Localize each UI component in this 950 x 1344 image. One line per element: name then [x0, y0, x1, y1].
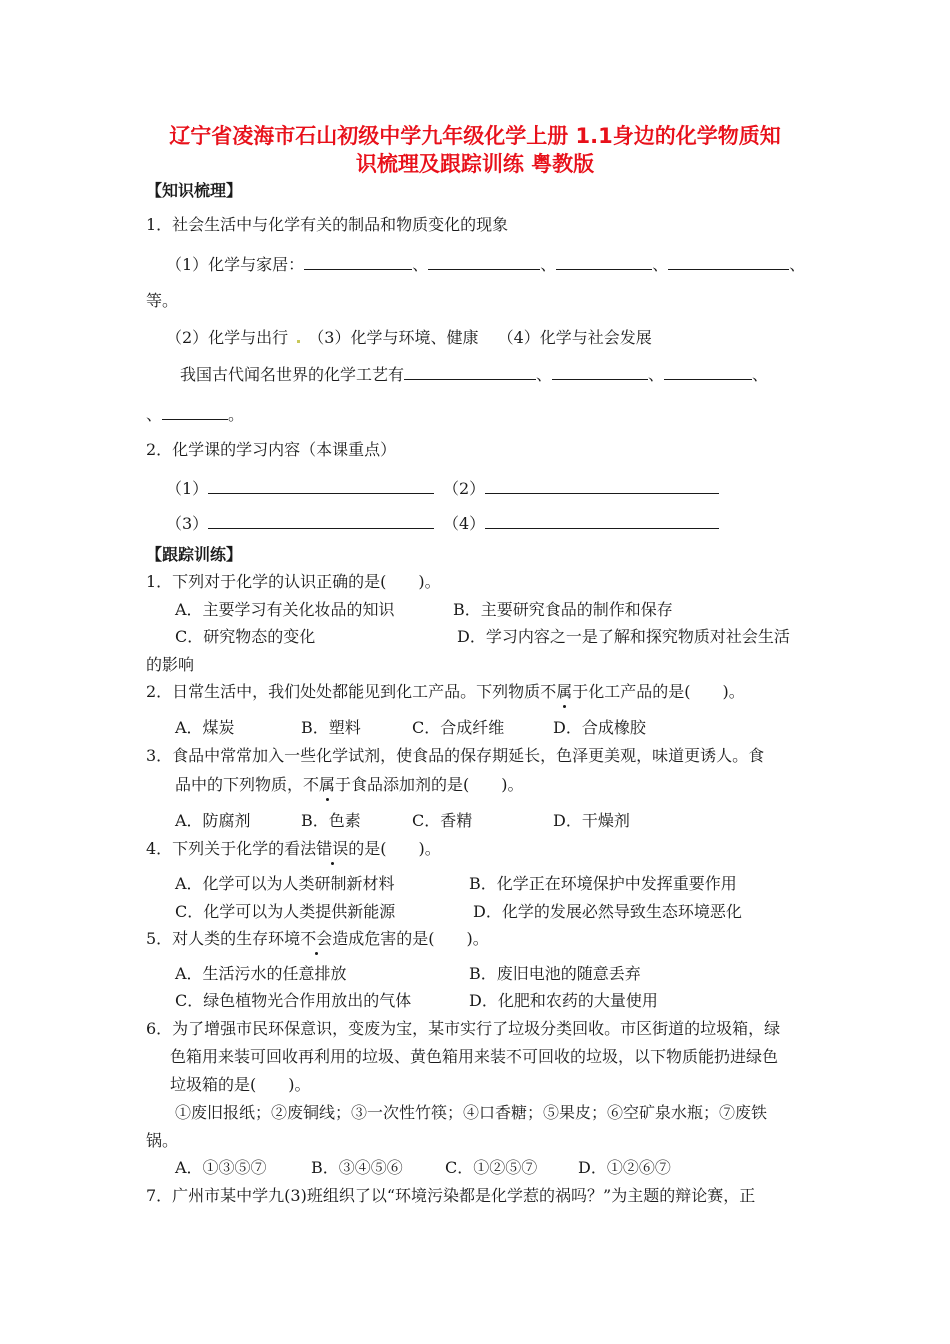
separator: 、 — [536, 365, 553, 384]
q3-stem-end: 食品添加剂的是( )。 — [351, 775, 524, 794]
blank-field[interactable] — [208, 477, 434, 494]
blank-field[interactable] — [208, 512, 434, 529]
knowledge-home-line — [166, 253, 805, 275]
period: 。 — [228, 405, 245, 424]
q4-stem-start: 4．下列关于化学的看法 — [146, 839, 317, 858]
content-item-3 — [166, 512, 434, 534]
q3-stem-start: 品中的下列物质， — [175, 775, 304, 794]
separator: 、 — [652, 255, 669, 274]
training-q6-stem-line-3: 垃圾箱的是( )。 — [170, 1075, 311, 1094]
document-title-line-1: 辽宁省凌海市石山初级中学九年级化学上册 1.1身边的化学物质知 — [169, 124, 781, 148]
q2-stem-end: 化工产品的是( )。 — [588, 682, 745, 701]
training-q4-option-d: D．化学的发展必然导致生态环境恶化 — [473, 902, 742, 921]
home-label: （1）化学与家居： — [166, 255, 305, 274]
training-q4-option-c: C．化学可以为人类提供新能源 — [175, 902, 396, 921]
training-q6-option-b: B．③④⑤⑥ — [311, 1158, 403, 1177]
training-q5-option-d: D．化肥和农药的大量使用 — [469, 991, 658, 1010]
item-2-label: （2） — [443, 479, 486, 498]
blank-field[interactable] — [428, 253, 540, 270]
knowledge-categories-line — [166, 328, 652, 348]
blank-field[interactable] — [485, 512, 719, 529]
separator: 、 — [146, 405, 163, 424]
training-q3-stem: 3．食品中常常加入一些化学试剂，使食品的保存期延长，色泽更美观，味道更诱人。食 — [146, 746, 765, 765]
content-item-1 — [166, 477, 434, 499]
separator: 、 — [648, 365, 665, 384]
training-q5-stem — [146, 929, 489, 949]
environment-label: （3）化学与环境、健康 — [308, 328, 479, 347]
content-item-4 — [443, 512, 719, 534]
training-q6-stem-line-1: 6．为了增强市民环保意识，变废为宝，某市实行了垃圾分类回收。市区街道的垃圾箱，绿 — [146, 1019, 781, 1038]
training-q1-option-d: D．学习内容之一是了解和探究物质对社会生活 — [457, 627, 790, 646]
knowledge-ancient-line — [180, 363, 768, 385]
society-label: （4）化学与社会发展 — [497, 328, 652, 347]
section-heading-knowledge: 【知识梳理】 — [146, 181, 243, 200]
knowledge-ancient-continuation — [146, 403, 244, 425]
q5-stem-start: 5．对人类的生存环境 — [146, 929, 301, 948]
training-q2-option-d: D．合成橡胶 — [553, 718, 646, 737]
blank-field[interactable] — [556, 253, 652, 270]
q2-emphasis: 不属于 — [540, 682, 589, 701]
training-q4-stem — [146, 839, 441, 859]
knowledge-question-1: 1．社会生活中与化学有关的制品和物质变化的现象 — [146, 215, 509, 234]
separator: 、 — [752, 365, 769, 384]
training-q1-option-b: B．主要研究食品的制作和保存 — [453, 600, 673, 619]
training-q6-option-c: C．①②⑤⑦ — [445, 1158, 538, 1177]
training-q6-option-d: D．①②⑥⑦ — [578, 1158, 671, 1177]
training-q3-option-a: A．防腐剂 — [175, 811, 251, 830]
training-q2-option-c: C．合成纤维 — [412, 718, 505, 737]
blank-field[interactable] — [485, 477, 719, 494]
training-q4-option-a: A．化学可以为人类研制新材料 — [175, 874, 395, 893]
training-q6-stem-line-2: 色箱用来装可回收再利用的垃圾、黄色箱用来装不可回收的垃圾，以下物质能扔进绿色 — [170, 1047, 779, 1066]
training-q6-option-a: A．①③⑤⑦ — [175, 1158, 267, 1177]
training-q3-option-d: D．干燥剂 — [553, 811, 630, 830]
training-q3-option-c: C．香精 — [412, 811, 473, 830]
training-q1-option-d-continuation: 的影响 — [146, 655, 195, 674]
training-q6-items-continuation: 锅。 — [146, 1131, 179, 1150]
training-q7-stem: 7．广州市某中学九(3)班组织了以“环境污染都是化学惹的祸吗？”为主题的辩论赛，正 — [146, 1186, 756, 1205]
knowledge-etc: 等。 — [146, 291, 179, 310]
training-q5-option-a: A．生活污水的任意排放 — [175, 964, 347, 983]
travel-label: （2）化学与出行 — [166, 328, 289, 347]
blank-field[interactable] — [664, 363, 752, 380]
q3-emphasis: 不属于 — [303, 775, 352, 794]
training-q2-option-a: A．煤炭 — [175, 718, 235, 737]
training-q1-option-a: A．主要学习有关化妆品的知识 — [175, 600, 395, 619]
blank-field[interactable] — [304, 253, 412, 270]
training-q3-stem-line-2 — [175, 775, 524, 795]
blank-field[interactable] — [668, 253, 789, 270]
section-heading-training: 【跟踪训练】 — [146, 545, 243, 564]
blank-field[interactable] — [552, 363, 648, 380]
stray-mark — [297, 340, 300, 343]
knowledge-question-2: 2．化学课的学习内容（本课重点） — [146, 440, 397, 459]
content-item-2 — [443, 477, 719, 499]
separator: 、 — [412, 255, 429, 274]
blank-field[interactable] — [162, 403, 228, 420]
item-1-label: （1） — [166, 479, 209, 498]
training-q1-option-c: C．研究物态的变化 — [175, 627, 316, 646]
training-q2-option-b: B．塑料 — [301, 718, 361, 737]
q2-stem-start: 2．日常生活中，我们处处都能见到化工产品。下列物质 — [146, 682, 541, 701]
q4-stem-end: 的是( )。 — [348, 839, 441, 858]
q4-emphasis: 错误 — [316, 839, 349, 858]
ancient-label: 我国古代闻名世界的化学工艺有 — [180, 365, 405, 384]
item-4-label: （4） — [443, 514, 486, 533]
training-q2-stem — [146, 682, 745, 702]
training-q3-option-b: B．色素 — [301, 811, 361, 830]
blank-field[interactable] — [404, 363, 536, 380]
document-title-line-2: 识梳理及跟踪训练 粤教版 — [355, 152, 595, 176]
separator: 、 — [540, 255, 557, 274]
item-3-label: （3） — [166, 514, 209, 533]
separator: 、 — [789, 255, 806, 274]
q5-emphasis: 不会 — [300, 929, 333, 948]
training-q1-stem: 1．下列对于化学的认识正确的是( )。 — [146, 572, 441, 591]
training-q5-option-c: C．绿色植物光合作用放出的气体 — [175, 991, 412, 1010]
training-q4-option-b: B．化学正在环境保护中发挥重要作用 — [469, 874, 737, 893]
training-q5-option-b: B．废旧电池的随意丢弃 — [469, 964, 641, 983]
q5-stem-end: 造成危害的是( )。 — [332, 929, 489, 948]
training-q6-items: ①废旧报纸；②废铜线；③一次性竹筷；④口香糖；⑤果皮；⑥空矿泉水瓶；⑦废铁 — [175, 1103, 768, 1122]
